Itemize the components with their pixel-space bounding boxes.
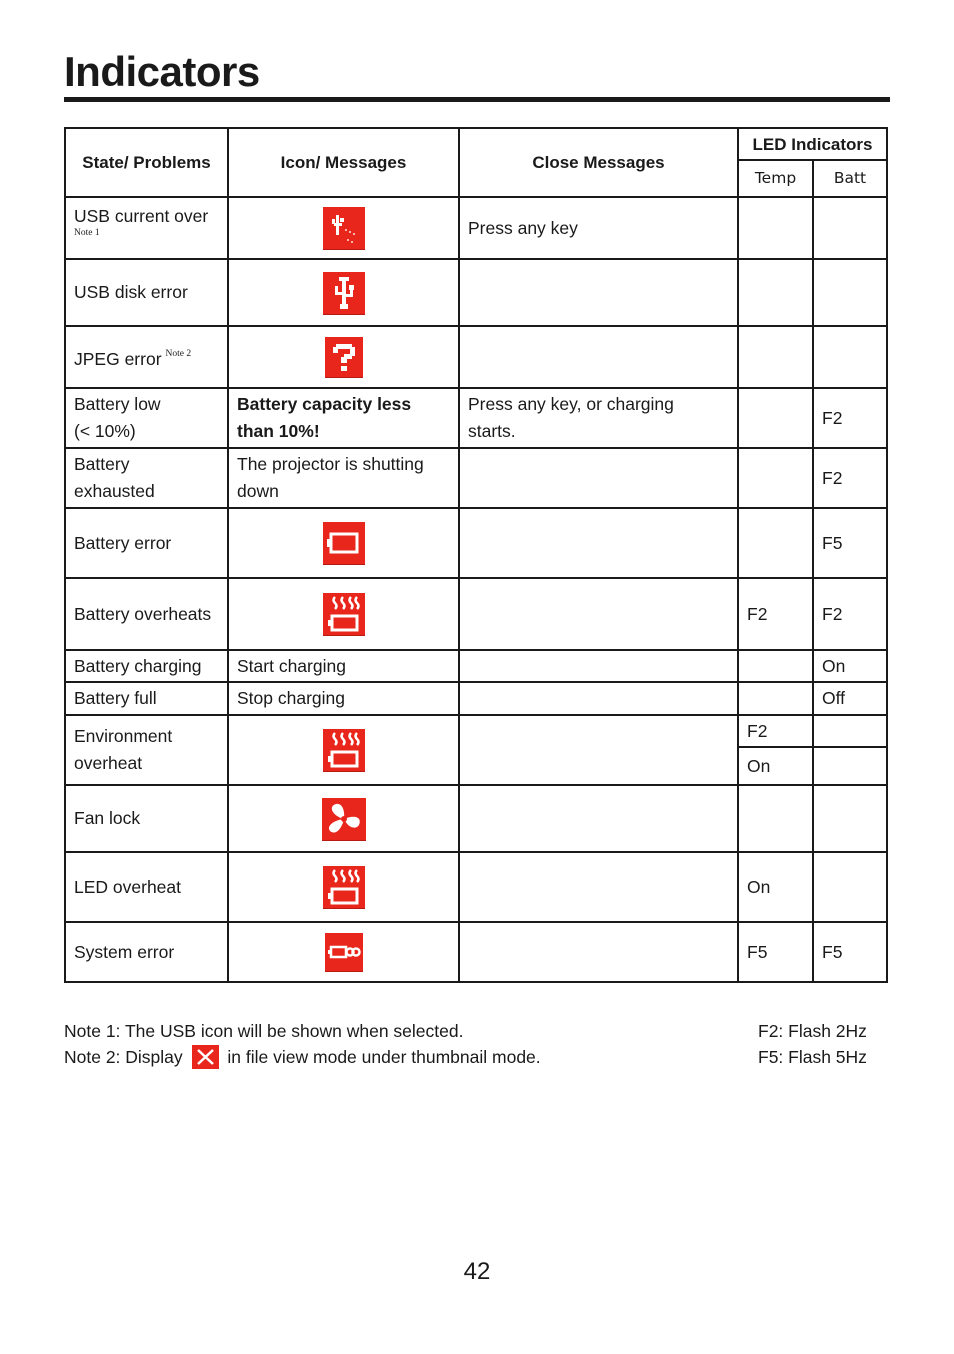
table-row bbox=[65, 922, 887, 982]
message-text: Battery capacity less bbox=[237, 394, 412, 414]
page-title: Indicators bbox=[64, 48, 260, 95]
table-row bbox=[65, 448, 887, 508]
indicators-table bbox=[64, 127, 888, 983]
batt-cell: F2 bbox=[813, 448, 887, 508]
state-label: exhausted bbox=[74, 481, 155, 501]
message-text: The projector is shutting bbox=[237, 454, 424, 474]
temp-cell bbox=[738, 197, 813, 259]
state-label: USB disk error bbox=[65, 259, 228, 326]
state-label: Battery bbox=[74, 454, 130, 474]
message-text: Start charging bbox=[228, 650, 459, 682]
temp-cell bbox=[738, 326, 813, 388]
temp-cell: On bbox=[738, 747, 813, 785]
batt-cell: Off bbox=[813, 682, 887, 715]
close-cell bbox=[459, 259, 738, 326]
table-row bbox=[65, 197, 887, 259]
temp-cell: F2 bbox=[738, 578, 813, 650]
table-row bbox=[65, 852, 887, 922]
close-cell bbox=[459, 682, 738, 715]
batt-cell bbox=[813, 197, 887, 259]
batt-cell: F2 bbox=[813, 388, 887, 448]
message-text: down bbox=[237, 481, 279, 501]
header-row bbox=[65, 128, 887, 160]
battery-icon bbox=[323, 522, 365, 564]
temp-cell bbox=[738, 785, 813, 852]
batt-cell bbox=[813, 747, 887, 785]
state-label: Battery overheats bbox=[65, 578, 228, 650]
temp-cell bbox=[738, 448, 813, 508]
question-icon bbox=[325, 337, 363, 377]
state-label: Environment bbox=[74, 726, 173, 746]
state-label: Battery low bbox=[74, 394, 161, 414]
temp-cell bbox=[738, 259, 813, 326]
temp-cell bbox=[738, 508, 813, 578]
batt-cell bbox=[813, 259, 887, 326]
temp-cell bbox=[738, 388, 813, 448]
page-number: 42 bbox=[463, 1258, 491, 1285]
close-cell bbox=[459, 852, 738, 922]
header-icon: Icon/ Messages bbox=[228, 128, 459, 197]
system-error-icon bbox=[325, 933, 363, 971]
table-row bbox=[65, 682, 887, 715]
battery-heat-icon bbox=[323, 593, 365, 635]
close-cell bbox=[459, 448, 738, 508]
note-2-suffix: in file view mode under thumbnail mode. bbox=[227, 1046, 541, 1067]
batt-cell bbox=[813, 326, 887, 388]
fan-icon bbox=[322, 798, 366, 840]
table-row bbox=[65, 388, 887, 448]
table-row bbox=[65, 508, 887, 578]
table-row bbox=[65, 259, 887, 326]
batt-cell: On bbox=[813, 650, 887, 682]
header-temp: Temp bbox=[738, 160, 813, 197]
table-row bbox=[65, 326, 887, 388]
close-cell: Press any key bbox=[459, 197, 738, 259]
state-label: Battery charging bbox=[65, 650, 228, 682]
close-cell bbox=[459, 650, 738, 682]
close-cell bbox=[459, 578, 738, 650]
state-label: (< 10%) bbox=[74, 421, 136, 441]
state-label: LED overheat bbox=[65, 852, 228, 922]
note-2 bbox=[64, 1045, 541, 1071]
state-label: JPEG error bbox=[74, 349, 162, 369]
state-label: Fan lock bbox=[65, 785, 228, 852]
header-batt: Batt bbox=[813, 160, 887, 197]
close-cell bbox=[459, 326, 738, 388]
header-state: State/ Problems bbox=[65, 128, 228, 197]
heat-icon bbox=[323, 866, 365, 908]
batt-cell: F5 bbox=[813, 508, 887, 578]
temp-cell: On bbox=[738, 852, 813, 922]
batt-cell bbox=[813, 785, 887, 852]
title-rule bbox=[64, 97, 890, 102]
temp-cell: F2 bbox=[738, 715, 813, 747]
close-cell bbox=[459, 922, 738, 982]
header-close: Close Messages bbox=[459, 128, 738, 197]
heat-icon bbox=[323, 729, 365, 771]
message-text: than 10%! bbox=[237, 421, 320, 441]
close-cell bbox=[459, 715, 738, 785]
batt-cell bbox=[813, 715, 887, 747]
temp-cell bbox=[738, 682, 813, 715]
batt-cell: F5 bbox=[813, 922, 887, 982]
footnotes bbox=[64, 1019, 541, 1070]
close-cell bbox=[459, 785, 738, 852]
close-cell bbox=[459, 508, 738, 578]
close-text: Press any key, or charging bbox=[468, 394, 674, 414]
legend-f2: F2: Flash 2Hz bbox=[758, 1021, 867, 1041]
flash-legend bbox=[758, 1019, 867, 1070]
state-label: overheat bbox=[74, 753, 143, 773]
state-label: Battery full bbox=[65, 682, 228, 715]
table-row bbox=[65, 578, 887, 650]
note-ref: Note 1 bbox=[74, 228, 100, 238]
header-led: LED Indicators bbox=[738, 128, 887, 160]
close-text: starts. bbox=[468, 421, 516, 441]
legend-f5: F5: Flash 5Hz bbox=[758, 1046, 867, 1067]
usb-icon bbox=[323, 272, 365, 314]
state-label: System error bbox=[65, 922, 228, 982]
note-ref: Note 2 bbox=[165, 349, 192, 359]
message-text: Stop charging bbox=[228, 682, 459, 715]
usb-warning-icon bbox=[323, 207, 365, 249]
temp-cell: F5 bbox=[738, 922, 813, 982]
no-thumbnail-icon bbox=[192, 1045, 219, 1069]
note-1: Note 1: The USB icon will be shown when selected. bbox=[64, 1021, 464, 1041]
temp-cell bbox=[738, 650, 813, 682]
state-label: USB current over bbox=[74, 206, 209, 226]
state-label: Battery error bbox=[65, 508, 228, 578]
table-row bbox=[65, 650, 887, 682]
table-row bbox=[65, 715, 887, 747]
batt-cell bbox=[813, 852, 887, 922]
table-row bbox=[65, 785, 887, 852]
note-2-prefix: Note 2: Display bbox=[64, 1046, 183, 1067]
batt-cell: F2 bbox=[813, 578, 887, 650]
